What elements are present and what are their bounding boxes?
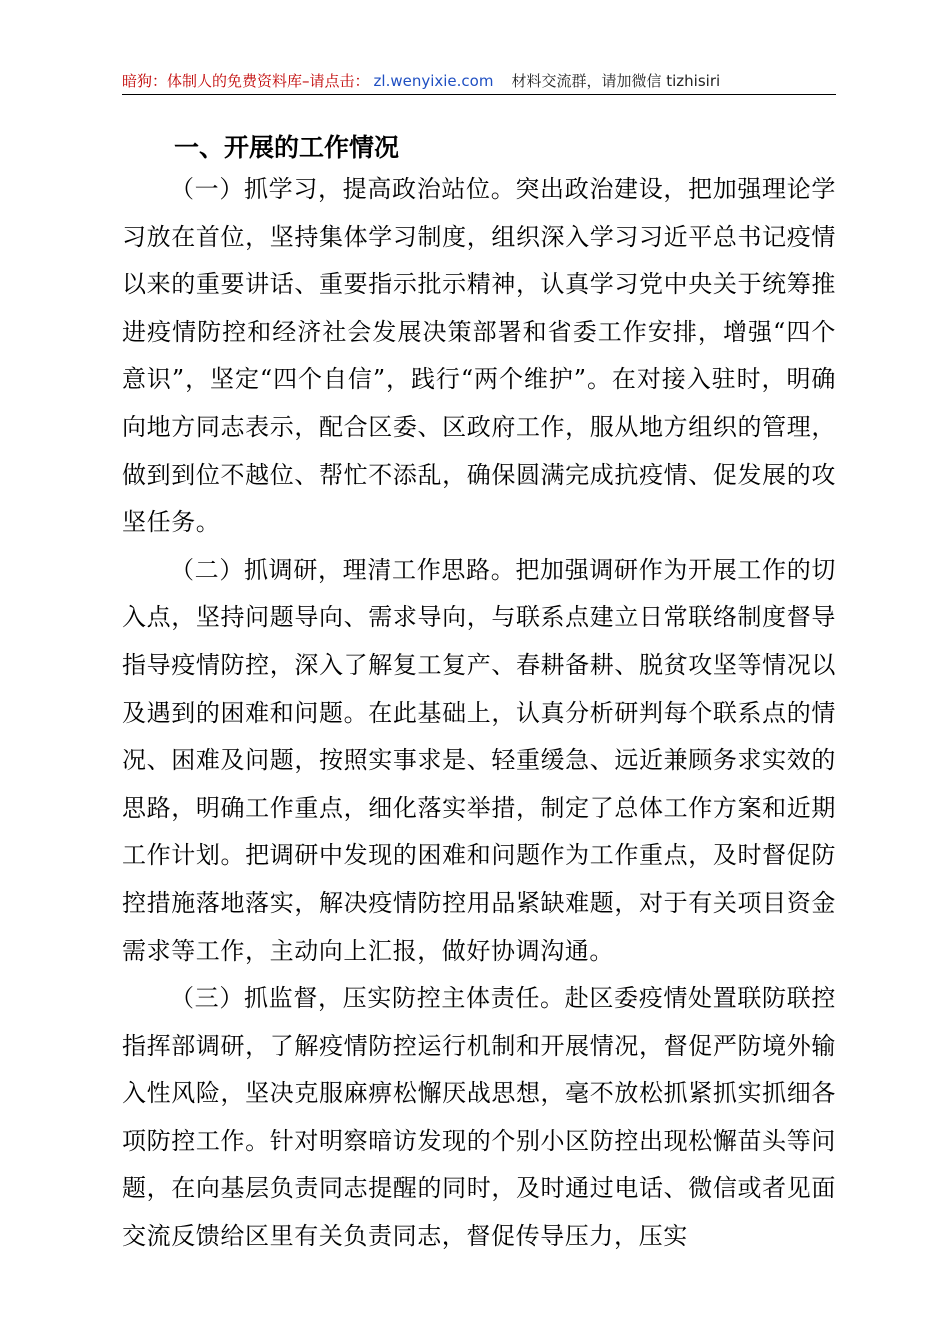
section-heading: 一、开展的工作情况 <box>174 133 400 162</box>
header-prompt: –请点击： <box>302 72 370 90</box>
document-body <box>122 166 836 1261</box>
paragraph-supervision: （三）抓监督，压实防控主体责任。赴区委疫情处置联防联控指挥部调研，了解疫情防控运行机制和开展情况，督促严防境外输入性风险，坚决克服麻痹松懈厌战思想，毫不放松抓紧抓实抓细各项防控工作。针对明察暗访发现的个别小区防控出现松懈苗头等问题，在向基层负责同志提醒的同时，及时通过电话、微信或者见面交流反馈给区里有关负责同志，督促传导压力，压实 <box>122 984 836 1251</box>
paragraph-research: （二）抓调研，理清工作思路。把加强调研作为开展工作的切入点，坚持问题导向、需求导向，与联系点建立日常联络制度督导指导疫情防控，深入了解复工复产、春耕备耕、脱贫攻坚等情况以及遇到的困难和问题。在此基础上，认真分析研判每个联系点的情况、困难及问题，按照实事求是、轻重缓急、远近兼顾务求实效的思路，明确工作重点，细化落实举措，制定了总体工作方案和近期工作计划。把调研中发现的困难和问题作为工作重点，及时督促防控措施落地落实，解决疫情防控用品紧缺难题，对于有关项目资金需求等工作，主动向上汇报，做好协调沟通。 <box>122 555 836 965</box>
header-contact: 材料交流群，请加微信 tizhisiri <box>511 72 721 90</box>
paragraph-study: （一）抓学习，提高政治站位。突出政治建设，把加强理论学习放在首位，坚持集体学习制度，组织深入学习习近平总书记疫情以来的重要讲话、重要指示批示精神，认真学习党中央关于统筹推进疫情防控和经济社会发展决策部署和省委工作安排，增强“四个意识”，坚定“四个自信”，践行“两个维护”。在对接入驻时，明确向地方同志表示，配合区委、区政府工作，服从地方组织的管理，做到到位不越位、帮忙不添乱，确保圆满完成抗疫情、促发展的攻坚任务。 <box>122 175 836 537</box>
header-brand: 暗狗：体制人的免费资料库 <box>122 72 303 90</box>
header-link[interactable]: zl.wenyixie.com <box>373 72 494 90</box>
watermark-header <box>122 68 836 94</box>
header-divider <box>122 94 836 95</box>
